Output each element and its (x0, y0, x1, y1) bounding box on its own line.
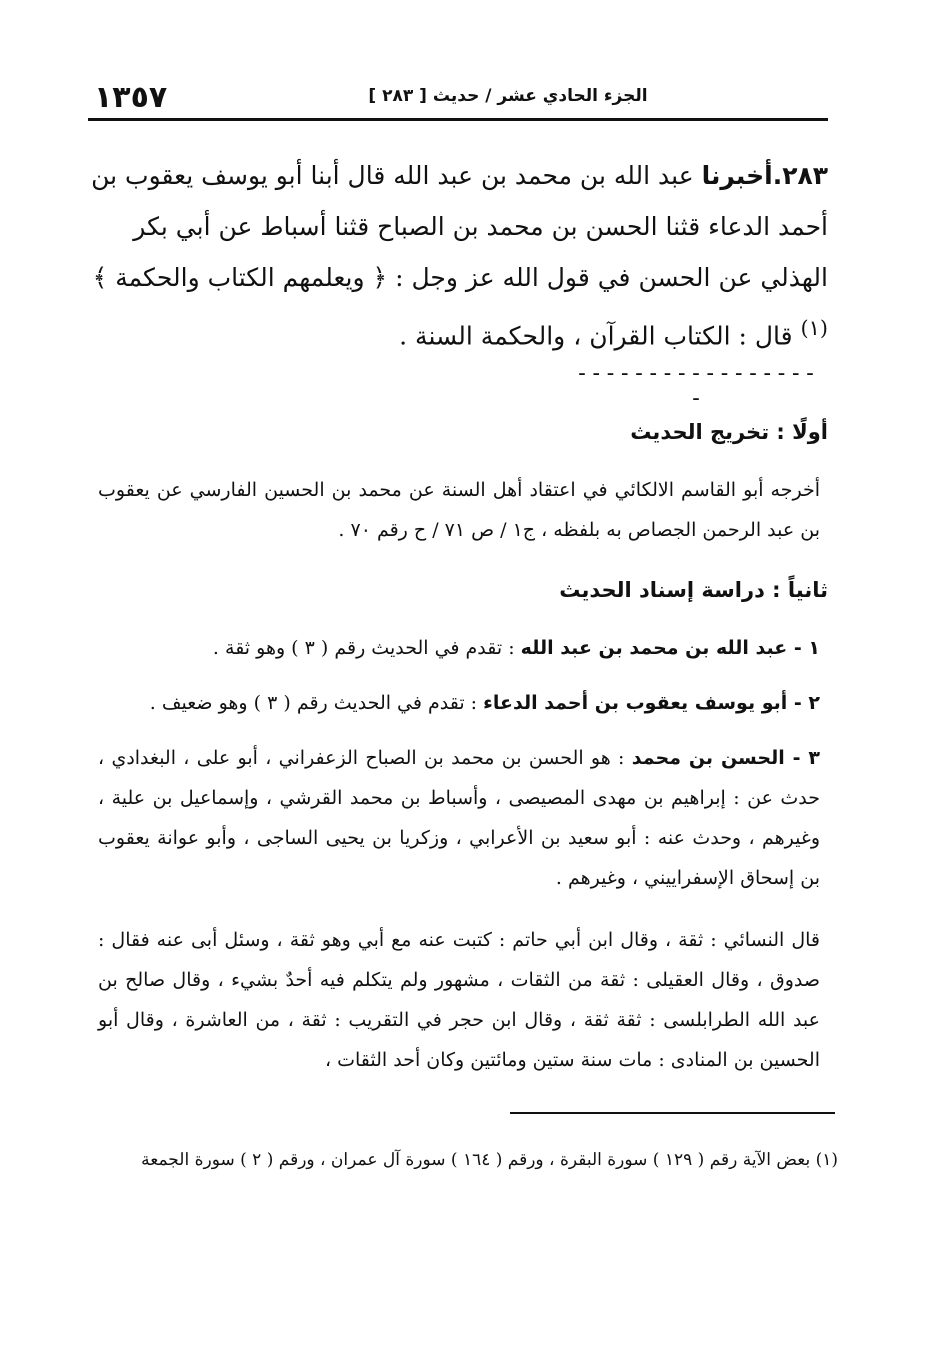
narrator-grading-paragraph: قال النسائي : ثقة ، وقال ابن أبي حاتم : كتبت عنه مع أبي وهو ثقة ، وسئل أبى عنه فقال : صدوق ، وقال العقيلى : ثقة من الثقات ، مشهور ولم يتكلم فيه أحدٌ بشيء ، وقال صالح بن عبد الله الطرابلسى : ثقة ثقة ، وقال ابن حجر في التقريب : ثقة ، من العاشرة ، وقال أبو الحسين بن المنادى : مات سنة ستين ومائتين وكان أحد الثقات ، (98, 929, 820, 1071)
page-header (88, 66, 828, 120)
narrator-note: : تقدم في الحديث رقم ( ٣ ) وهو ضعيف . (149, 692, 484, 714)
section-heading-takhrij: أولًا : تخريج الحديث (630, 420, 828, 444)
footnote-reference: (١) (800, 316, 828, 340)
narrator-name: ٢ - أبو يوسف يعقوب بن أحمد الدعاء (483, 692, 820, 714)
narrator-name: ١ - عبد الله بن محمد بن عبد الله (520, 637, 820, 659)
narrator-note: : تقدم في الحديث رقم ( ٣ ) وهو ثقة . (212, 637, 521, 659)
header-rule (88, 118, 828, 121)
hadith-lead-word: أخبرنا (701, 161, 773, 190)
footnote-marker: (١) (815, 1150, 838, 1170)
page-number: ١٣٥٧ (94, 80, 168, 115)
running-title: الجزء الحادي عشر / حديث [ ٢٨٣ ] (368, 86, 648, 106)
narrator-item-2 (98, 683, 820, 723)
hadith-body: عبد الله بن محمد بن عبد الله قال أبنا أبو يوسف يعقوب بن أحمد الدعاء قثنا الحسن بن محمد بن الصباح قثنا أسباط عن أبي بكر الهذلي عن الحسن في قول الله عز وجل : ﴿ ويعلمهم الكتاب والحكمة ﴾ (91, 161, 828, 292)
hadith-number: ٢٨٣. (772, 161, 828, 190)
footnote-rule (510, 1112, 835, 1114)
takhrij-paragraph: أخرجه أبو القاسم الالكائي في اعتقاد أهل السنة عن محمد بن الحسين الفارسي عن يعقوب بن عبد الرحمن الجصاص به بلفظه ، ج١ / ص ٧١ / ح رقم ٧٠ . (98, 479, 820, 541)
narrator-item-3 (98, 738, 820, 898)
hadith-tail: قال : الكتاب القرآن ، والحكمة السنة . (399, 321, 801, 351)
narrator-item-1 (98, 628, 820, 668)
footnote-text: بعض الآية رقم ( ١٢٩ ) سورة البقرة ، ورقم ( ١٦٤ ) سورة آل عمران ، ورقم ( ٢ ) سورة الجمعة (141, 1150, 816, 1170)
footnote (98, 1143, 838, 1177)
narrator-note: : هو الحسن بن محمد بن الصباح الزعفراني ، أبو على ، البغدادي ، حدث عن : إبراهيم بن مهدى المصيصى ، وأسباط بن محمد القرشي ، وإسماعيل بن علية ، وغيرهم ، وحدث عنه : أبو سعيد بن الأعرابي ، وزكريا بن يحيى الساجى ، وأبو عوانة يعقوب بن إسحاق الإسفراييني ، وغيرهم . (98, 747, 820, 889)
narrator-name: ٣ - الحسن بن محمد (631, 747, 821, 769)
dashed-divider: ------------------ (575, 361, 818, 411)
section-heading-isnad: ثانياً : دراسة إسناد الحديث (559, 578, 828, 602)
hadith-text-block (88, 150, 828, 361)
